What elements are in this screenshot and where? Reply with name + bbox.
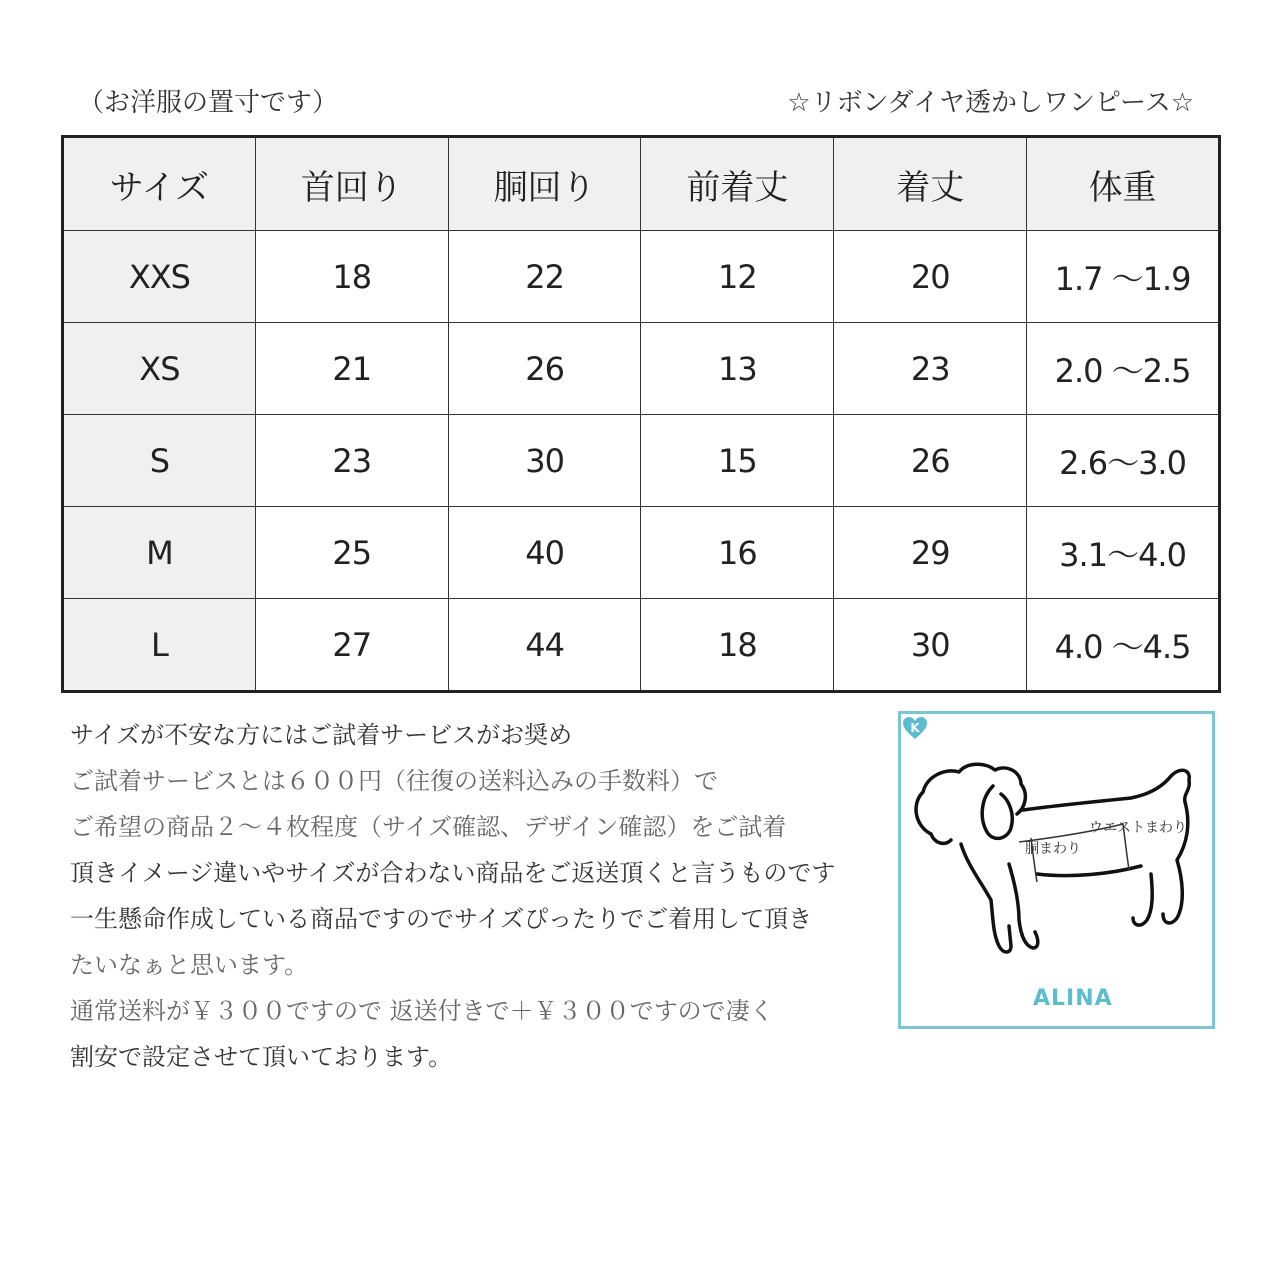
size-table xyxy=(61,135,1221,693)
weight-cell: 4.0 ～4.5 xyxy=(1027,599,1220,692)
size-table-body xyxy=(63,231,1220,692)
size-cell: M xyxy=(63,507,256,599)
size-cell: XS xyxy=(63,323,256,415)
neck-cell: 23 xyxy=(255,415,448,507)
note-line: たいなぁと思います。 xyxy=(70,951,309,979)
measurement-illustration xyxy=(898,711,1215,1029)
heart-logo-icon xyxy=(901,714,929,742)
weight-cell: 1.7 ～1.9 xyxy=(1027,231,1220,323)
column-header-length: 着丈 xyxy=(834,137,1027,231)
weight-cell: 2.6～3.0 xyxy=(1027,415,1220,507)
table-header-row xyxy=(63,137,1220,231)
note-line: ご試着サービスとは６００円（往復の送料込みの手数料）で xyxy=(70,767,718,795)
waist-label: ウエストまわり xyxy=(1089,820,1187,836)
brand-initial: K xyxy=(910,721,920,735)
note-line: 通常送料が￥３００ですので 返送付きで＋￥３００ですので凄く xyxy=(70,997,774,1025)
note-line: 割安で設定させて頂いております。 xyxy=(70,1043,453,1071)
note-line: ご希望の商品２～４枚程度（サイズ確認、デザイン確認）をご試着 xyxy=(70,813,787,841)
table-row xyxy=(63,415,1220,507)
body-cell: 22 xyxy=(448,231,641,323)
table-row xyxy=(63,323,1220,415)
header-note: （お洋服の置寸です） xyxy=(78,88,339,118)
column-header-size: サイズ xyxy=(63,137,256,231)
size-cell: L xyxy=(63,599,256,692)
brand-name: ALINA xyxy=(1033,986,1113,1011)
body-cell: 40 xyxy=(448,507,641,599)
weight-cell: 2.0 ～2.5 xyxy=(1027,323,1220,415)
column-header-front-length: 前着丈 xyxy=(641,137,834,231)
note-line: 一生懸命作成している商品ですのでサイズぴったりでご着用して頂き xyxy=(70,905,813,933)
length-cell: 26 xyxy=(834,415,1027,507)
weight-cell: 3.1～4.0 xyxy=(1027,507,1220,599)
body-cell: 26 xyxy=(448,323,641,415)
column-header-body: 胴回り xyxy=(448,137,641,231)
table-row xyxy=(63,507,1220,599)
body-cell: 30 xyxy=(448,415,641,507)
neck-cell: 18 xyxy=(255,231,448,323)
front-length-cell: 16 xyxy=(641,507,834,599)
neck-cell: 27 xyxy=(255,599,448,692)
size-cell: S xyxy=(63,415,256,507)
body-cell: 44 xyxy=(448,599,641,692)
product-name: ☆リボンダイヤ透かしワンピース☆ xyxy=(787,88,1194,118)
table-row xyxy=(63,599,1220,692)
front-length-cell: 12 xyxy=(641,231,834,323)
dog-outline-icon xyxy=(901,714,1212,1026)
note-line: サイズが不安な方にはご試着サービスがお奨め xyxy=(70,721,573,749)
length-cell: 20 xyxy=(834,231,1027,323)
note-line: 頂きイメージ違いやサイズが合わない商品をご返送頂くと言うものです xyxy=(70,859,836,887)
front-length-cell: 13 xyxy=(641,323,834,415)
body-label: 胴まわり xyxy=(1025,841,1081,857)
front-length-cell: 15 xyxy=(641,415,834,507)
table-row xyxy=(63,231,1220,323)
neck-cell: 25 xyxy=(255,507,448,599)
fitting-service-notes xyxy=(70,712,900,1080)
length-cell: 23 xyxy=(834,323,1027,415)
size-cell: XXS xyxy=(63,231,256,323)
length-cell: 29 xyxy=(834,507,1027,599)
length-cell: 30 xyxy=(834,599,1027,692)
front-length-cell: 18 xyxy=(641,599,834,692)
neck-cell: 21 xyxy=(255,323,448,415)
size-table-head xyxy=(63,137,1220,231)
column-header-neck: 首回り xyxy=(255,137,448,231)
column-header-weight: 体重 xyxy=(1027,137,1220,231)
